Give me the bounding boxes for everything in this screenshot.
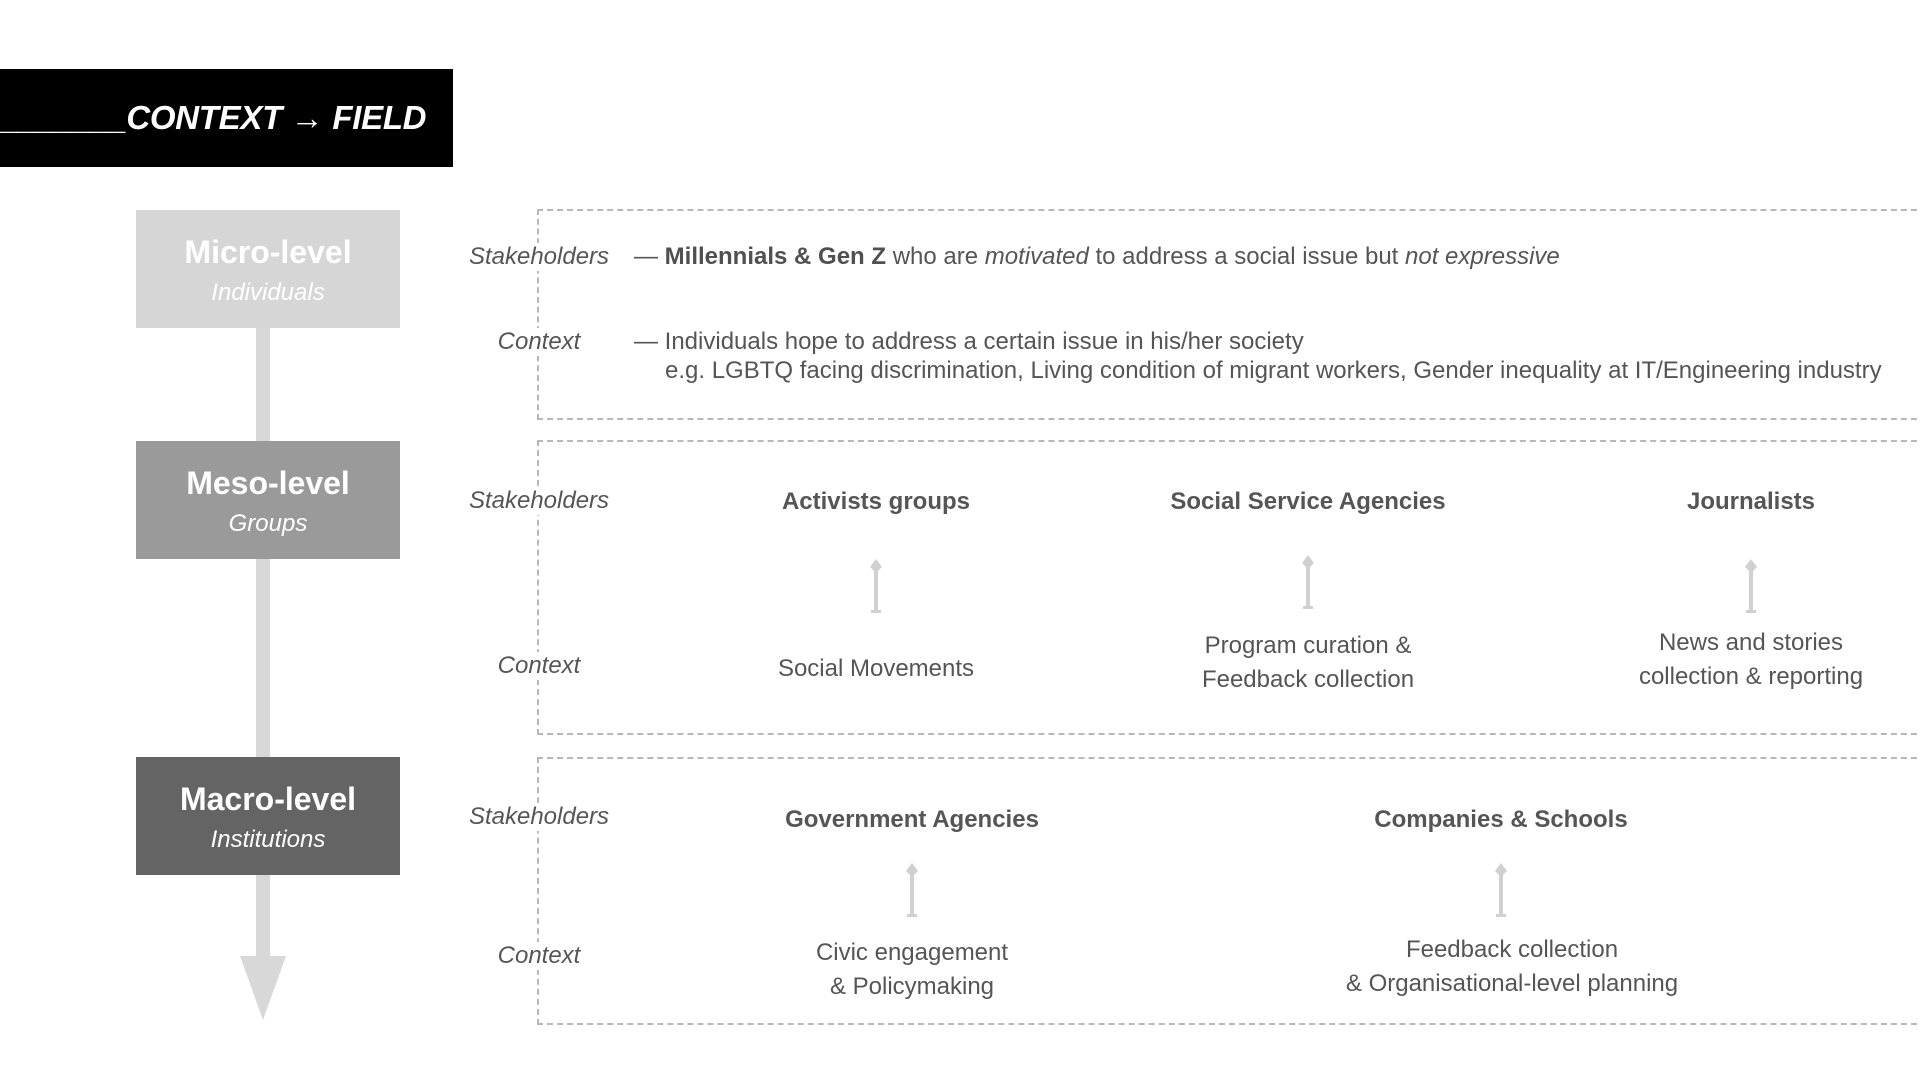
micro-context-line-2: e.g. LGBTQ facing discrimination, Living condition of migrant workers, Gender inequality at IT/Engineering industry xyxy=(665,357,1882,384)
macro-stakeholder-government: Government Agencies xyxy=(785,806,1039,833)
meso-context-journalists xyxy=(1601,626,1901,694)
meso-level-box xyxy=(136,441,400,559)
meso-context-journalists-line-1: News and stories xyxy=(1658,629,1844,656)
macro-context-government xyxy=(762,936,1062,1004)
arrow-up-icon xyxy=(902,863,922,919)
macro-context-label: Context xyxy=(464,942,614,970)
micro-level-title: Micro-level xyxy=(184,234,352,270)
micro-stakeholders-text xyxy=(634,243,1560,271)
macro-stakeholder-companies: Companies & Schools xyxy=(1374,806,1628,833)
meso-stakeholders-label: Stakeholders xyxy=(464,487,614,515)
micro-context-line-1: — Individuals hope to address a certain issue in his/her society xyxy=(634,328,1304,355)
arrow-up-icon xyxy=(1491,863,1511,919)
macro-level-subtitle: Institutions xyxy=(210,826,326,853)
meso-context-activists-line-1: Social Movements xyxy=(777,655,975,682)
down-arrow-icon xyxy=(240,320,296,1020)
micro-text-2: to address a social issue but xyxy=(1088,243,1405,270)
macro-context-companies xyxy=(1262,933,1762,1001)
micro-dash: — xyxy=(634,243,665,270)
meso-context-activists xyxy=(726,652,1026,686)
meso-level-subtitle: Groups xyxy=(228,510,308,537)
arrow-up-icon xyxy=(1298,555,1318,611)
meso-context-social-service-line-1: Program curation & xyxy=(1204,632,1412,659)
meso-level-title: Meso-level xyxy=(186,465,350,501)
arrow-up-icon xyxy=(1741,559,1761,615)
micro-level-box xyxy=(136,210,400,328)
meso-stakeholder-journalists: Journalists xyxy=(1686,488,1816,515)
micro-text-motivated: motivated xyxy=(984,243,1089,270)
meso-context-social-service xyxy=(1158,629,1458,697)
macro-context-companies-line-2: & Organisational-level planning xyxy=(1345,970,1679,997)
micro-stakeholders-label: Stakeholders xyxy=(464,243,614,271)
meso-context-label: Context xyxy=(464,652,614,680)
micro-level-subtitle: Individuals xyxy=(211,279,325,306)
macro-context-government-line-1: Civic engagement xyxy=(815,939,1009,966)
meso-stakeholder-social-service: Social Service Agencies xyxy=(1170,488,1446,515)
micro-text-not-expressive: not expressive xyxy=(1405,243,1560,270)
macro-context-companies-line-1: Feedback collection xyxy=(1405,936,1619,963)
meso-context-journalists-line-2: collection & reporting xyxy=(1638,663,1864,690)
meso-context-social-service-line-2: Feedback collection xyxy=(1201,666,1415,693)
macro-context-government-line-2: & Policymaking xyxy=(829,973,995,1000)
meso-stakeholder-activists: Activists groups xyxy=(781,488,971,515)
micro-stakeholder-name: Millennials & Gen Z xyxy=(664,243,887,270)
arrow-up-icon xyxy=(866,559,886,615)
page-title: _______CONTEXT → FIELD xyxy=(0,99,427,136)
macro-level-title: Macro-level xyxy=(179,781,357,817)
macro-stakeholders-label: Stakeholders xyxy=(464,803,614,831)
macro-level-box xyxy=(136,757,400,875)
micro-context-label: Context xyxy=(464,328,614,356)
micro-text-1: who are xyxy=(886,243,985,270)
micro-panel xyxy=(537,209,1920,420)
